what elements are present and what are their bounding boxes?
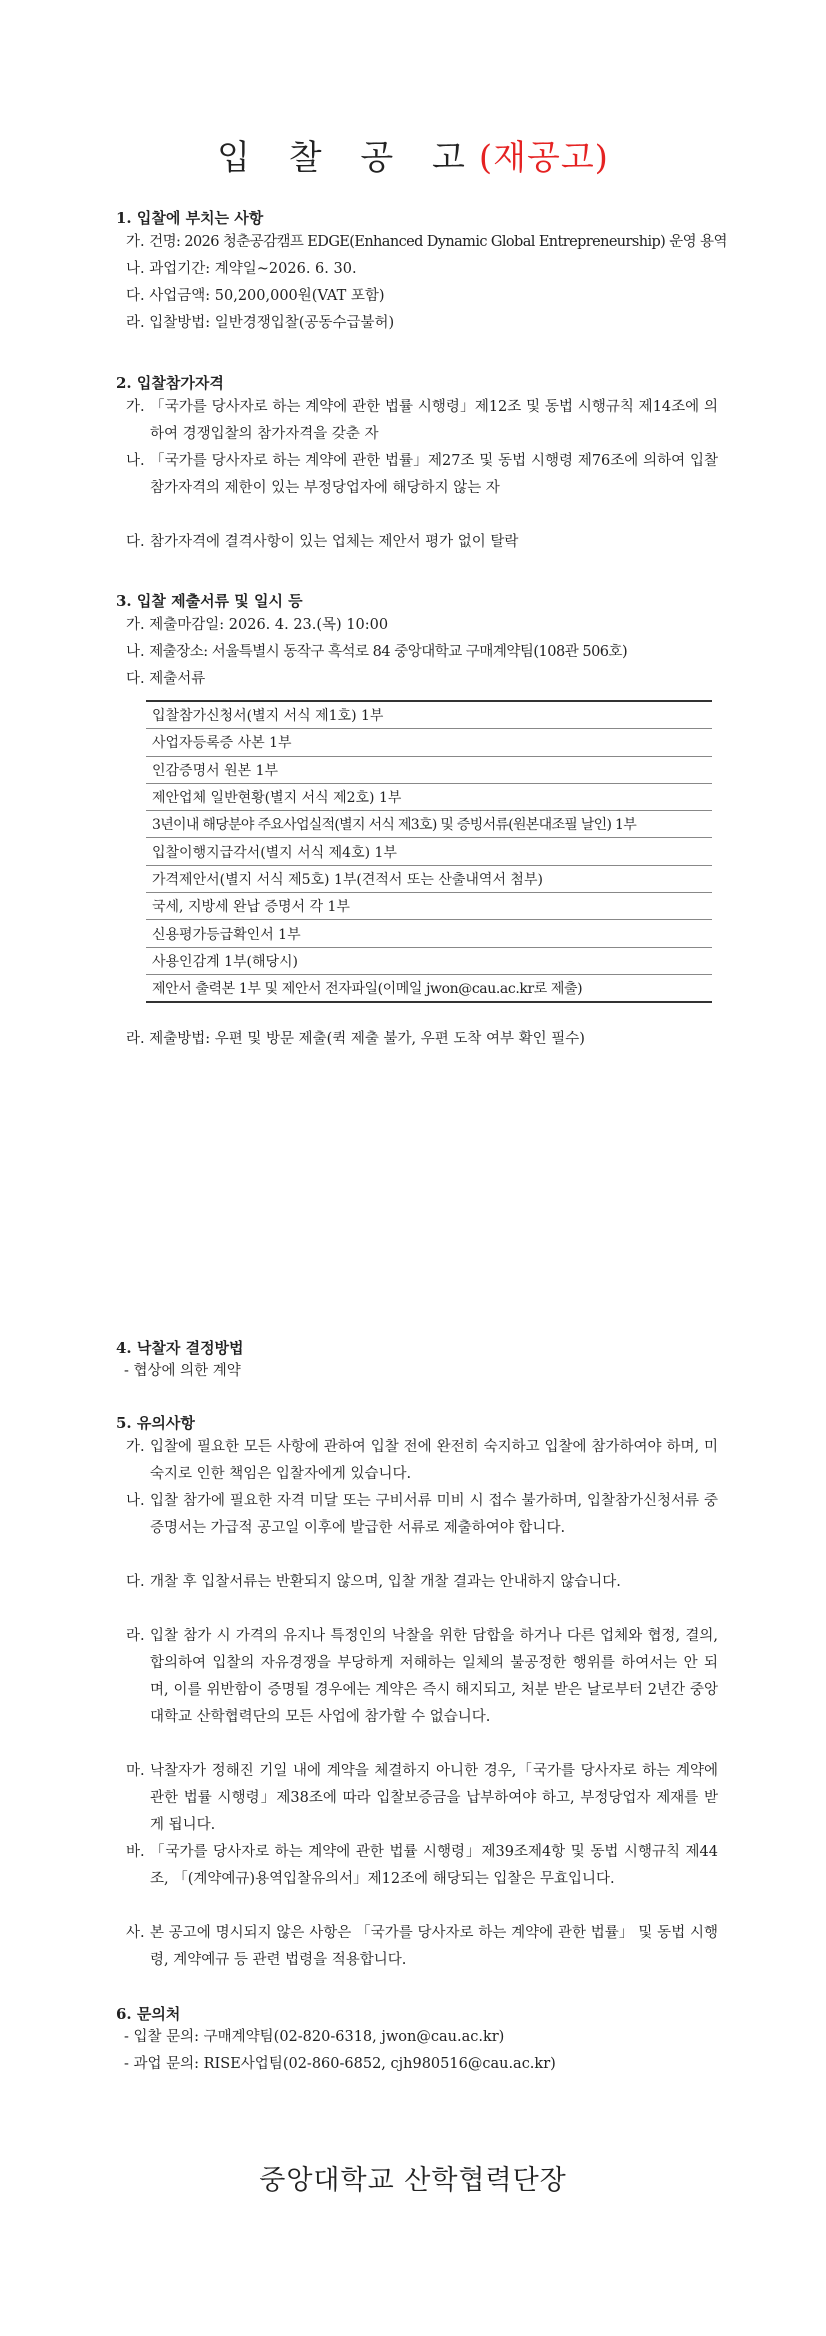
document-cell: 사용인감계 1부(해당시) [146, 947, 712, 974]
table-row [146, 783, 712, 810]
document-cell: 입찰참가신청서(별지 서식 제1호) 1부 [146, 701, 712, 729]
section-2-heading: 2. 입찰참가자격 [116, 374, 224, 392]
documents-table [146, 700, 712, 1003]
s5-item-ma: 마. 낙찰자가 정해진 기일 내에 계약을 체결하지 아니한 경우,「국가를 당사자로 하는 계약에 관한 법률 시행령」제38조에 따라 입찰보증금을 납부하여야 하고, 부정당업자 제재를 받게 됩니다. [126, 1763, 718, 1833]
s3-item-na: 나. 제출장소: 서울특별시 동작구 흑석로 84 중앙대학교 구매계약팀(108관 506호) [126, 644, 628, 660]
table-row [146, 865, 712, 892]
s3-item-ra: 라. 제출방법: 우편 및 방문 제출(퀵 제출 불가, 우편 도착 여부 확인 필수) [126, 1031, 585, 1047]
section-5-heading: 5. 유의사항 [116, 1414, 195, 1432]
document-cell: 가격제안서(별지 서식 제5호) 1부(견적서 또는 산출내역서 첨부) [146, 865, 712, 892]
document-cell: 국세, 지방세 완납 증명서 각 1부 [146, 893, 712, 920]
section-3-heading: 3. 입찰 제출서류 및 일시 등 [116, 592, 303, 610]
table-row [146, 756, 712, 783]
section-4-heading: 4. 낙찰자 결정방법 [116, 1339, 244, 1357]
table-row [146, 920, 712, 947]
s5-item-da: 다. 개찰 후 입찰서류는 반환되지 않으며, 입찰 개찰 결과는 안내하지 않습니다. [126, 1574, 621, 1590]
s5-item-sa: 사. 본 공고에 명시되지 않은 사항은 「국가를 당사자로 하는 계약에 관한 법률」 및 동법 시행령, 계약예규 등 관련 법령을 적용합니다. [126, 1925, 718, 1968]
s2-item-ga: 가. 「국가를 당사자로 하는 계약에 관한 법률 시행령」제12조 및 동법 시행규칙 제14조에 의하여 경쟁입찰의 참가자격을 갖춘 자 [126, 399, 718, 442]
s3-item-da: 다. 제출서류 [126, 671, 206, 687]
s5-item-ga: 가. 입찰에 필요한 모든 사항에 관하여 입찰 전에 완전히 숙지하고 입찰에 참가하여야 하며, 미숙지로 인한 책임은 입찰자에게 있습니다. [126, 1439, 718, 1482]
s5-item-ra: 라. 입찰 참가 시 가격의 유지나 특정인의 낙찰을 위한 담합을 하거나 다른 업체와 협정, 결의, 합의하여 입찰의 자유경쟁을 부당하게 저해하는 일체의 불공정한 행위를 하여서는 안 되며, 이를 위반함이 증명될 경우에는 계약은 즉시 해지되고, 처분 받은 날로부터 2년간 중앙대학교 산학협력단의 모든 사업에 참가할 수 없습니다. [126, 1628, 718, 1725]
issuer-name: 중앙대학교 산학협력단장 [259, 2165, 567, 2196]
s5-item-na: 나. 입찰 참가에 필요한 자격 미달 또는 구비서류 미비 시 접수 불가하며, 입찰참가신청서류 중 증명서는 가급적 공고일 이후에 발급한 서류로 제출하여야 합니다. [126, 1493, 718, 1536]
page-title-main: 입 찰 공 고 [217, 138, 479, 178]
document-cell: 입찰이행지급각서(별지 서식 제4호) 1부 [146, 838, 712, 865]
s2-item-na: 나. 「국가를 당사자로 하는 계약에 관한 법률」제27조 및 동법 시행령 제76조에 의하여 입찰참가자격의 제한이 있는 부정당업자에 해당하지 않는 자 [126, 453, 718, 496]
document-cell: 제안서 출력본 1부 및 제안서 전자파일(이메일 jwon@cau.ac.kr로 제출) [146, 974, 712, 1002]
s1-item-ra: 라. 입찰방법: 일반경쟁입찰(공동수급불허) [126, 315, 395, 331]
table-row [146, 838, 712, 865]
document-cell: 3년이내 해당분야 주요사업실적(별지 서식 제3호) 및 증빙서류(원본대조필 날인) 1부 [146, 811, 712, 838]
s2-item-da: 다. 참가자격에 결격사항이 있는 업체는 제안서 평가 없이 탈락 [126, 534, 519, 550]
s1-item-na: 나. 과업기간: 계약일~2026. 6. 30. [126, 261, 357, 277]
table-row [146, 729, 712, 756]
document-cell: 신용평가등급확인서 1부 [146, 920, 712, 947]
s1-item-ga: 가. 건명: 2026 청춘공감캠프 EDGE(Enhanced Dynamic Global Entrepreneurship) 운영 용역 [126, 234, 727, 250]
contact-task: - 과업 문의: RISE사업팀(02-860-6852, cjh980516@cau.ac.kr) [124, 2056, 556, 2072]
table-row [146, 974, 712, 1002]
table-row [146, 701, 712, 729]
table-row [146, 811, 712, 838]
section-6-heading: 6. 문의처 [116, 2005, 181, 2023]
document-cell: 사업자등록증 사본 1부 [146, 729, 712, 756]
document-cell: 인감증명서 원본 1부 [146, 756, 712, 783]
table-row [146, 893, 712, 920]
page-title-suffix: (재공고) [478, 138, 609, 178]
page-title [0, 130, 826, 179]
s5-item-ba: 바. 「국가를 당사자로 하는 계약에 관한 법률 시행령」제39조제4항 및 동법 시행규칙 제44조, 「(계약예규)용역입찰유의서」제12조에 해당되는 입찰은 무효입니다. [126, 1844, 718, 1887]
s3-item-ga: 가. 제출마감일: 2026. 4. 23.(목) 10:00 [126, 617, 389, 633]
s4-line: - 협상에 의한 계약 [124, 1363, 241, 1379]
table-row [146, 947, 712, 974]
contact-bidding: - 입찰 문의: 구매계약팀(02-820-6318, jwon@cau.ac.kr) [124, 2029, 505, 2045]
s1-item-da: 다. 사업금액: 50,200,000원(VAT 포함) [126, 288, 385, 304]
section-1-heading: 1. 입찰에 부치는 사항 [116, 209, 264, 227]
document-cell: 제안업체 일반현황(별지 서식 제2호) 1부 [146, 783, 712, 810]
